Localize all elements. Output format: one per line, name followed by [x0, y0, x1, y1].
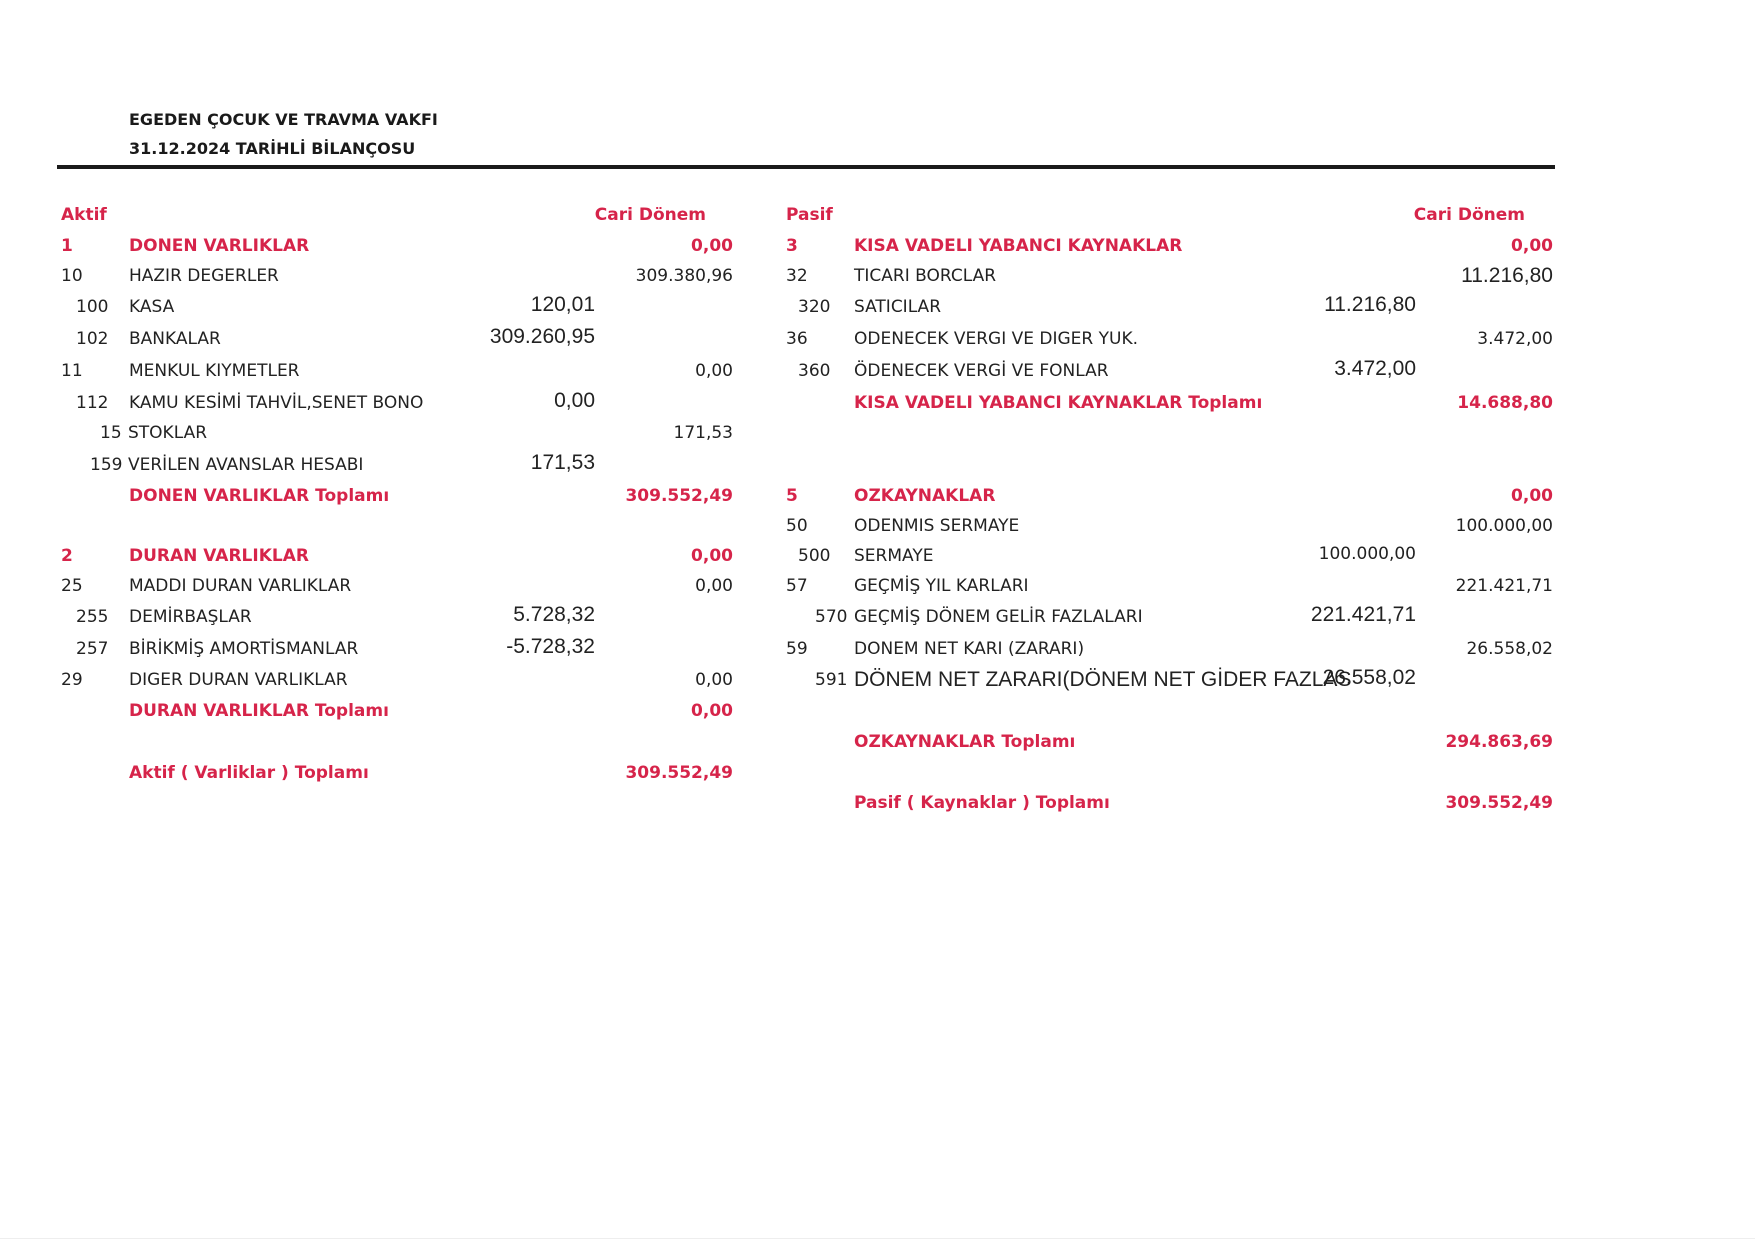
pasif-row-name: Pasif ( Kaynaklar ) Toplamı [854, 793, 1110, 813]
pasif-row-code: 36 [786, 329, 808, 349]
pasif-row-total: 11.216,80 [1461, 264, 1553, 287]
aktif-row-total: 0,00 [695, 670, 733, 690]
aktif-row-name: KAMU KESİMİ TAHVİL,SENET BONO [129, 393, 424, 413]
pasif-row-name: SERMAYE [854, 546, 934, 566]
aktif-row-name: KASA [129, 297, 175, 317]
aktif-row-name: HAZIR DEGERLER [129, 266, 279, 286]
pasif-row-name: KISA VADELI YABANCI KAYNAKLAR Toplamı [854, 393, 1263, 413]
pasif-row-code: 32 [786, 266, 808, 286]
pasif-row-name: ODENECEK VERGI VE DIGER YUK. [854, 329, 1138, 349]
aktif-heading: Aktif [61, 205, 107, 225]
pasif-row-name: DÖNEM NET ZARARI(DÖNEM NET GİDER FAZLAS [854, 668, 1352, 691]
aktif-row-name: MENKUL KIYMETLER [129, 361, 300, 381]
pasif-row-name: TICARI BORCLAR [854, 266, 997, 286]
pasif-row-code: 360 [798, 361, 831, 381]
aktif-row-name: Aktif ( Varliklar ) Toplamı [129, 763, 369, 783]
aktif-row-subamount: 0,00 [554, 389, 595, 412]
aktif-row-total: 0,00 [695, 576, 733, 596]
aktif-row-code: 11 [61, 361, 83, 381]
pasif-row-name: OZKAYNAKLAR Toplamı [854, 732, 1076, 752]
pasif-row-subamount: 3.472,00 [1334, 357, 1416, 380]
pasif-row-code: 570 [815, 607, 848, 627]
pasif-row-code: 500 [798, 546, 831, 566]
aktif-row-total: 0,00 [691, 236, 733, 256]
aktif-row-code: 159 [90, 455, 123, 475]
aktif-row-name: DONEN VARLIKLAR Toplamı [129, 486, 390, 506]
pasif-row-name: GEÇMİŞ DÖNEM GELİR FAZLALARI [854, 607, 1143, 627]
pasif-row-total: 294.863,69 [1445, 732, 1553, 752]
pasif-row-total: 0,00 [1511, 236, 1553, 256]
aktif-row-code: 25 [61, 576, 83, 596]
aktif-row-subamount: 120,01 [530, 293, 595, 316]
bottom-divider [0, 1238, 1755, 1239]
aktif-row-name: BANKALAR [129, 329, 221, 349]
aktif-row-code: 29 [61, 670, 83, 690]
aktif-row-total: 309.552,49 [625, 486, 733, 506]
pasif-row-code: 5 [786, 486, 798, 506]
pasif-row-name: ODENMIS SERMAYE [854, 516, 1020, 536]
aktif-row-code: 100 [76, 297, 109, 317]
aktif-row-name: DURAN VARLIKLAR [129, 546, 309, 566]
aktif-row-total: 0,00 [691, 546, 733, 566]
aktif-row-name: DURAN VARLIKLAR Toplamı [129, 701, 389, 721]
pasif-row-total: 14.688,80 [1457, 393, 1553, 413]
aktif-row-name: BİRİKMİŞ AMORTİSMANLAR [129, 639, 359, 659]
pasif-row-subamount: 100.000,00 [1318, 544, 1416, 564]
pasif-row-code: 57 [786, 576, 808, 596]
aktif-row-subamount: 171,53 [530, 451, 595, 474]
aktif-row-total: 309.380,96 [635, 266, 733, 286]
aktif-row-subamount: -5.728,32 [506, 635, 595, 658]
aktif-row-name: STOKLAR [128, 423, 208, 443]
pasif-row-name: OZKAYNAKLAR [854, 486, 996, 506]
aktif-row-code: 10 [61, 266, 83, 286]
pasif-row-total: 221.421,71 [1455, 576, 1553, 596]
pasif-row-total: 3.472,00 [1477, 329, 1553, 349]
aktif-row-name: DIGER DURAN VARLIKLAR [129, 670, 348, 690]
aktif-row-subamount: 5.728,32 [513, 603, 595, 626]
pasif-period-heading: Cari Dönem [1413, 205, 1525, 225]
aktif-row-name: VERİLEN AVANSLAR HESABI [128, 455, 364, 475]
pasif-row-name: KISA VADELI YABANCI KAYNAKLAR [854, 236, 1183, 256]
pasif-row-total: 100.000,00 [1455, 516, 1553, 536]
pasif-heading: Pasif [786, 205, 833, 225]
pasif-row-code: 320 [798, 297, 831, 317]
aktif-row-name: DONEN VARLIKLAR [129, 236, 310, 256]
pasif-row-name: DONEM NET KARI (ZARARI) [854, 639, 1085, 659]
aktif-row-code: 1 [61, 236, 73, 256]
pasif-row-name: ÖDENECEK VERGİ VE FONLAR [854, 361, 1109, 381]
pasif-row-code: 591 [815, 670, 848, 690]
aktif-row-total: 309.552,49 [625, 763, 733, 783]
pasif-row-subamount: 11.216,80 [1324, 293, 1416, 316]
pasif-row-code: 50 [786, 516, 808, 536]
pasif-row-code: 3 [786, 236, 798, 256]
pasif-row-subamount: 221.421,71 [1310, 603, 1416, 626]
aktif-row-total: 0,00 [695, 361, 733, 381]
pasif-row-total: 309.552,49 [1445, 793, 1553, 813]
header-rule [57, 165, 1555, 169]
aktif-row-code: 2 [61, 546, 73, 566]
pasif-row-total: 0,00 [1511, 486, 1553, 506]
pasif-row-code: 59 [786, 639, 808, 659]
pasif-row-name: GEÇMİŞ YIL KARLARI [854, 576, 1029, 596]
aktif-row-subamount: 309.260,95 [489, 325, 595, 348]
aktif-row-code: 102 [76, 329, 109, 349]
organization-name: EGEDEN ÇOCUK VE TRAVMA VAKFI [129, 110, 438, 129]
aktif-row-total: 171,53 [673, 423, 733, 443]
aktif-row-code: 255 [76, 607, 109, 627]
aktif-row-code: 112 [76, 393, 109, 413]
aktif-row-code: 15 [100, 423, 122, 443]
pasif-row-name: SATICILAR [854, 297, 942, 317]
aktif-row-name: DEMİRBAŞLAR [129, 607, 252, 627]
document-title: 31.12.2024 TARİHLİ BİLANÇOSU [129, 139, 416, 158]
aktif-row-total: 0,00 [691, 701, 733, 721]
pasif-row-total: 26.558,02 [1466, 639, 1553, 659]
pasif-row-subamount: 26.558,02 [1322, 666, 1416, 689]
aktif-row-name: MADDI DURAN VARLIKLAR [129, 576, 352, 596]
aktif-row-code: 257 [76, 639, 109, 659]
aktif-period-heading: Cari Dönem [594, 205, 706, 225]
